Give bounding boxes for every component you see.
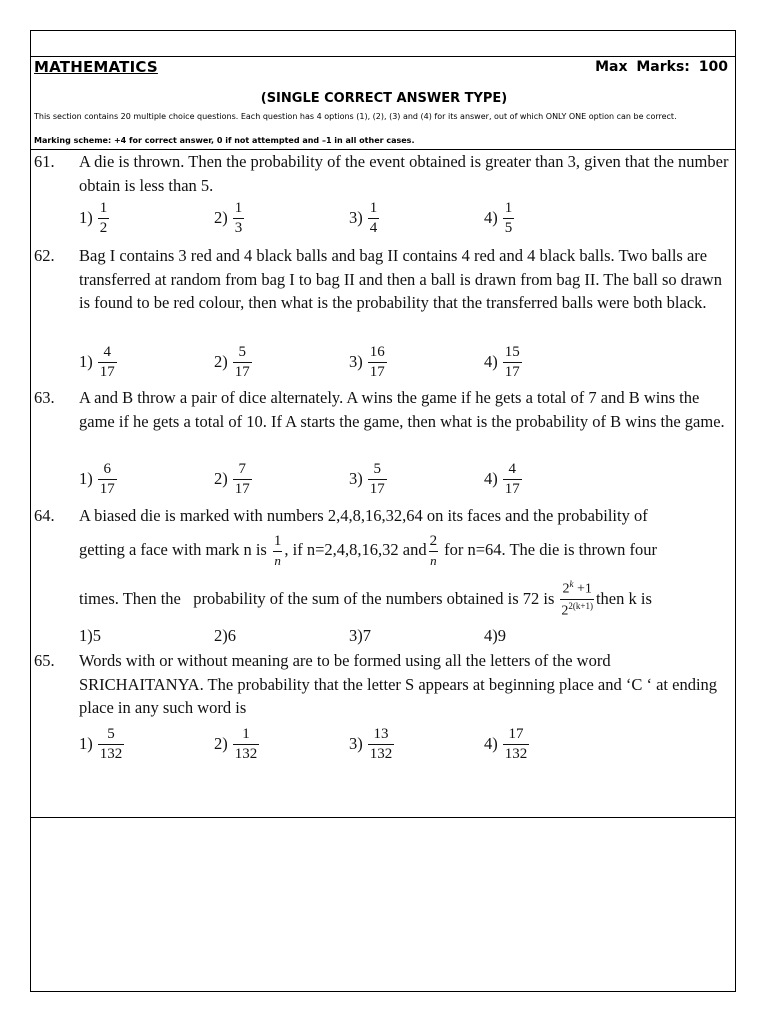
subject-title: MATHEMATICS xyxy=(34,58,158,76)
option-4[interactable]: 4) $\frac{4}{17}$ xyxy=(484,460,520,497)
top-divider xyxy=(31,56,736,57)
option-3[interactable]: 3) $\frac{13}{132}$ xyxy=(349,725,393,762)
question-65 xyxy=(34,649,734,720)
question-number: 62. xyxy=(34,246,55,265)
fraction-2-over-n: 2 n xyxy=(429,532,438,568)
max-marks: Max Marks: 100 xyxy=(595,59,728,75)
question-64 xyxy=(34,504,734,528)
question-line-1: A biased die is marked with numbers 2,4,8,16,32,64 on its faces and the probability of xyxy=(79,506,648,525)
option-1[interactable]: 1) $\frac{5}{132}$ xyxy=(79,725,123,762)
question-64-line-2: getting a face with mark n is 1 n , if n=2,4,8,16,32 and 2 n for n=64. The die is thrown four xyxy=(79,532,657,568)
options-62 xyxy=(79,342,729,382)
question-62 xyxy=(34,244,734,315)
option-2[interactable]: 2) $\frac{7}{17}$ xyxy=(214,460,250,497)
bottom-divider xyxy=(31,817,736,818)
option-3[interactable]: 3)7 xyxy=(349,626,371,645)
marking-scheme: Marking scheme: +4 for correct answer, 0 if not attempted and –1 in all other cases. xyxy=(34,136,415,145)
question-63 xyxy=(34,386,734,433)
question-61 xyxy=(34,150,734,197)
option-3[interactable]: 3) $\frac{1}{4}$ xyxy=(349,199,378,236)
instructions: This section contains 20 multiple choice questions. Each question has 4 options (1), (2), (3) and (4) for its answer, out of which ONLY ONE option can be correct. xyxy=(34,112,677,121)
option-4[interactable]: 4) $\frac{15}{17}$ xyxy=(484,343,520,380)
question-text: A and B throw a pair of dice alternately. A wins the game if he gets a total of 7 and B wins the game if he gets a total of 10. If A starts the game, then what is the probability of B wins the game. xyxy=(79,388,725,431)
option-2[interactable]: 2) $\frac{1}{3}$ xyxy=(214,199,243,236)
question-text: A die is thrown. Then the probability of the event obtained is greater than 3, given that the number obtain is less than 5. xyxy=(79,152,729,195)
question-text: Bag I contains 3 red and 4 black balls and bag II contains 4 red and 4 black balls. Two balls are transferred at random from bag I to bag II and then a ball is drawn from bag II. The ball so drawn is found to be red colour, then what is the probability that the transferred balls were both black. xyxy=(79,246,722,312)
question-number: 64. xyxy=(34,506,55,525)
option-1[interactable]: 1) $\frac{6}{17}$ xyxy=(79,460,115,497)
options-63 xyxy=(79,459,729,499)
options-61 xyxy=(79,198,729,238)
option-4[interactable]: 4)9 xyxy=(484,626,506,645)
option-2[interactable]: 2) $\frac{1}{132}$ xyxy=(214,725,258,762)
fraction-answer-expression: $2^k +1$ $2^{2(k+1)}$ xyxy=(561,578,593,619)
options-64 xyxy=(79,624,729,648)
option-2[interactable]: 2)6 xyxy=(214,626,236,645)
option-3[interactable]: 3) $\frac{16}{17}$ xyxy=(349,343,385,380)
option-4[interactable]: 4) $\frac{1}{5}$ xyxy=(484,199,513,236)
question-number: 65. xyxy=(34,651,55,670)
fraction-1-over-n: 1 n xyxy=(273,532,282,568)
option-2[interactable]: 2) $\frac{5}{17}$ xyxy=(214,343,250,380)
question-number: 63. xyxy=(34,388,55,407)
option-3[interactable]: 3) $\frac{5}{17}$ xyxy=(349,460,385,497)
question-64-line-3: times. Then the probability of the sum of the numbers obtained is 72 is $2^k +1$ $2^{2(k+1)}$ then k is xyxy=(79,578,652,619)
option-4[interactable]: 4) $\frac{17}{132}$ xyxy=(484,725,528,762)
options-65 xyxy=(79,724,729,764)
section-title: (SINGLE CORRECT ANSWER TYPE) xyxy=(260,91,508,106)
option-1[interactable]: 1) $\frac{1}{2}$ xyxy=(79,199,108,236)
option-1[interactable]: 1) $\frac{4}{17}$ xyxy=(79,343,115,380)
question-text: Words with or without meaning are to be formed using all the letters of the word SRICHAITANYA. The probability that the letter S appears at beginning place and ‘C ‘ at ending place in any such word is xyxy=(79,651,718,717)
option-1[interactable]: 1)5 xyxy=(79,626,101,645)
question-number: 61. xyxy=(34,152,55,171)
